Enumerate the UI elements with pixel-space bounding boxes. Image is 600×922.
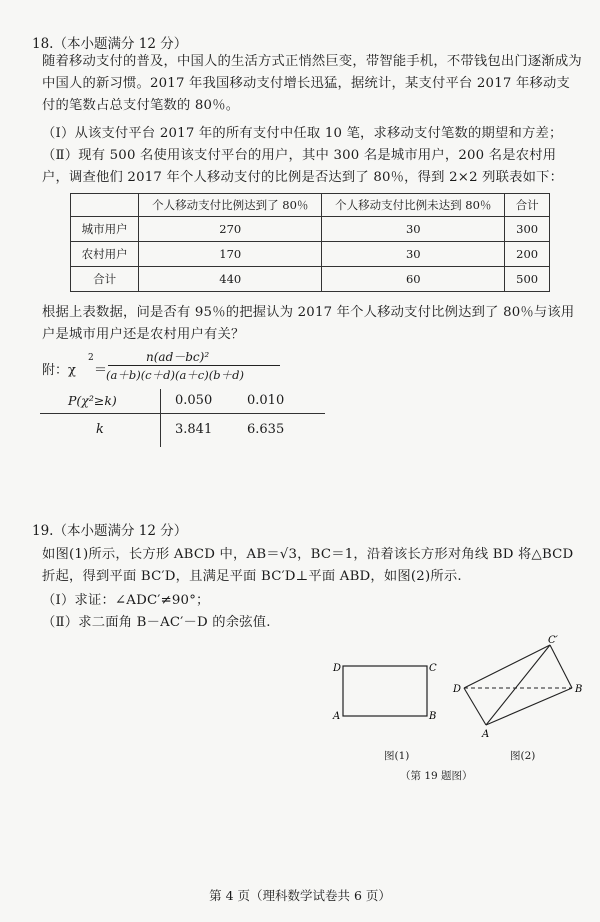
table-row: [71, 217, 550, 242]
q19-intro: 如图(1)所示，长方形 ABCD 中，AB＝√3，BC＝1，沿着该长方形对角线 BD 将△BCD 折起，得到平面 BC′D，且满足平面 BC′D⊥平面 ABD，如图(2)所示.: [42, 547, 574, 584]
q18-question: 根据上表数据，问是否有 95％的把握认为 2017 年个人移动支付比例达到了 80％与该用户是城市用户还是农村用户有关？: [42, 305, 575, 342]
table-header-cell: 个人移动支付比例达到了 80％: [139, 194, 322, 217]
figure-1-rectangle: [325, 655, 445, 727]
table-cell: 270: [139, 217, 322, 242]
formula-numerator: n(ad－bc)²: [146, 350, 210, 364]
chi-square-formula: [42, 350, 302, 386]
table-row: [71, 267, 550, 292]
fig2-label-b: B: [575, 684, 583, 695]
q18-part1: （Ⅰ）从该支付平台 2017 年的所有支付中任取 10 笔，求移动支付笔数的期望和方差；: [42, 126, 563, 141]
fig1-label-c: C: [429, 663, 437, 674]
table-cell: 合计: [71, 267, 139, 292]
q18-header: 18.（本小题满分 12 分）: [32, 36, 188, 52]
fig2-caption: 图(2): [510, 750, 536, 762]
table-cell: 170: [139, 242, 322, 267]
fig1-label-b: B: [429, 711, 437, 722]
page-footer: 第 4 页（理科数学试卷共 6 页）: [209, 888, 391, 903]
fig1-label-d: D: [333, 663, 342, 674]
k-value: 3.841: [175, 422, 213, 437]
table-header-cell: [71, 194, 139, 217]
table-cell: 农村用户: [71, 242, 139, 267]
table-header-cell: 合计: [505, 194, 550, 217]
fig1-caption: 图(1): [384, 750, 410, 762]
figure-caption: （第 19 题图）: [400, 770, 473, 782]
formula-denominator: (a＋b)(c＋d)(a＋c)(b＋d): [106, 368, 244, 382]
table-cell: 440: [139, 267, 322, 292]
figure-2-folded: [450, 633, 590, 743]
formula-eq: ＝: [94, 363, 108, 378]
fig1-label-a: A: [333, 711, 341, 722]
table-hline: [40, 413, 325, 414]
critical-value-table: [40, 389, 330, 447]
formula-prefix: 附：χ: [42, 363, 76, 378]
table-header-cell: 个人移动支付比例未达到 80％: [322, 194, 505, 217]
q19-part2: （Ⅱ）求二面角 B－AC′－D 的余弦值.: [42, 615, 271, 630]
table-cell: 500: [505, 267, 550, 292]
table-cell: 城市用户: [71, 217, 139, 242]
q18-part2: （Ⅱ）现有 500 名使用该支付平台的用户，其中 300 名是城市用户，200 名是农村用户，调查他们 2017 年个人移动支付的比例是否达到了 80％，得到 2×2 列联表如下：: [42, 148, 564, 185]
fig2-label-a: A: [482, 729, 490, 740]
table-header-row: [71, 194, 550, 217]
fig2-label-d: D: [453, 684, 462, 695]
table-vline: [160, 389, 161, 447]
fraction-bar: [108, 365, 280, 366]
k-value: 6.635: [247, 422, 285, 437]
contingency-table: [70, 193, 550, 292]
table-cell: 30: [322, 242, 505, 267]
p-value: 0.010: [247, 393, 285, 408]
table-cell: 60: [322, 267, 505, 292]
k-label: k: [96, 422, 104, 437]
fig2-label-c: C′: [548, 635, 558, 646]
formula-sup: 2: [88, 353, 94, 363]
q19-header: 19.（本小题满分 12 分）: [32, 523, 188, 539]
table-cell: 30: [322, 217, 505, 242]
table-cell: 200: [505, 242, 550, 267]
p-value: 0.050: [175, 393, 213, 408]
p-label: P(χ²≥k): [68, 393, 117, 408]
table-row: [71, 242, 550, 267]
table-cell: 300: [505, 217, 550, 242]
q18-intro: 随着移动支付的普及，中国人的生活方式正悄然巨变，带智能手机，不带钱包出门逐渐成为中国人的新习惯。2017 年我国移动支付增长迅猛，据统计，某支付平台 2017 年移动支付的笔数占总支付笔数的 80％。: [42, 54, 582, 113]
q19-part1: （Ⅰ）求证：∠ADC′≠90°；: [42, 593, 210, 608]
